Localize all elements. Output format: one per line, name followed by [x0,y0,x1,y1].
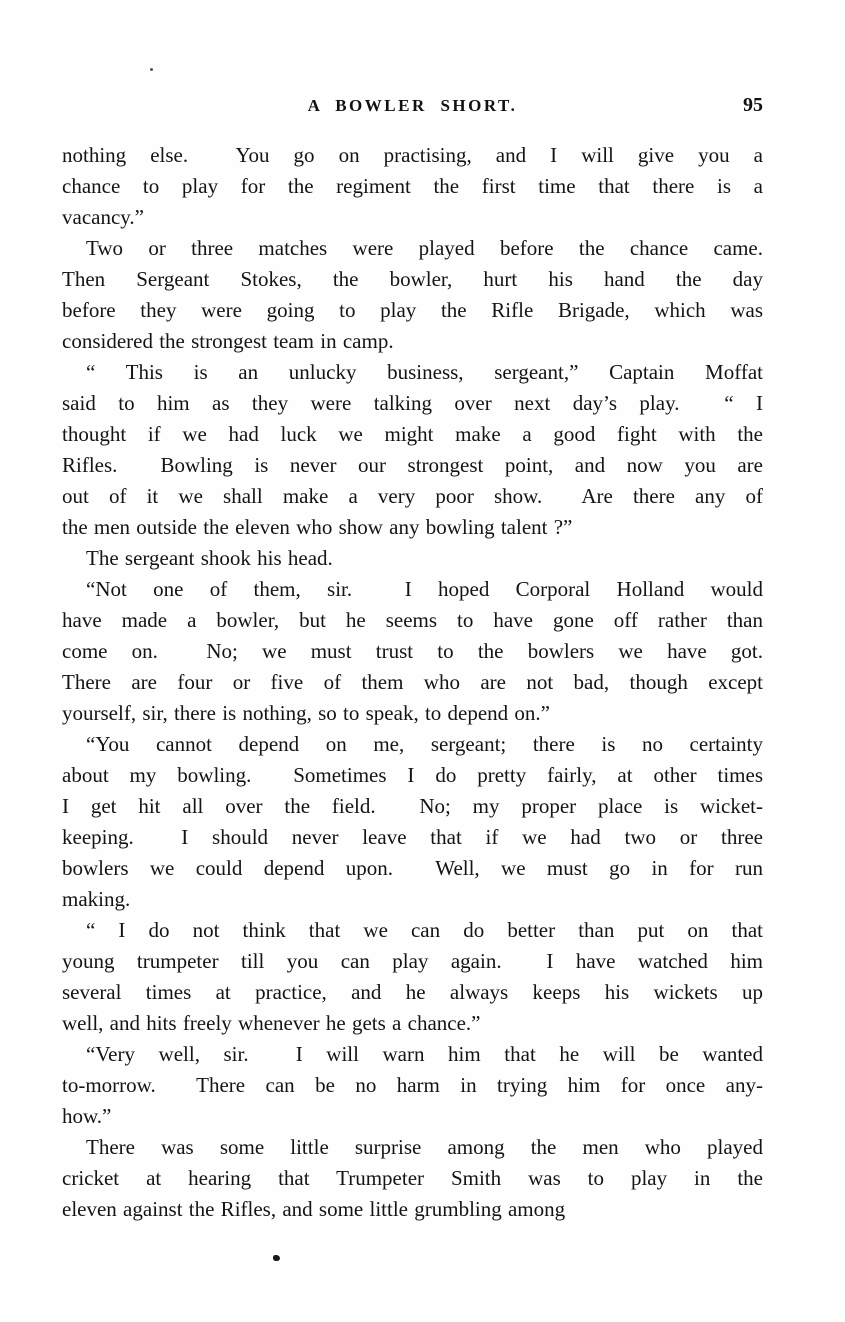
text-line: “ This is an unlucky business, sergeant,” Captain Moffat [86,360,763,384]
paragraph [62,357,763,543]
paragraph [62,1132,763,1225]
text-line: “Not one of them, sir. I hoped Corporal Holland would [86,577,763,601]
paragraph [62,233,763,357]
text-line: several times at practice, and he always keeps his wickets up [62,980,763,1004]
ink-speck [273,1255,280,1261]
text-line: said to him as they were talking over next day’s play. “ I [62,391,763,415]
text-line: young trumpeter till you can play again. I have watched him [62,949,763,973]
text-line: well, and hits freely whenever he gets a chance.” [62,1011,481,1035]
chapter-running-title: A BOWLER SHORT. [307,96,518,115]
text-line: have made a bowler, but he seems to have gone off rather than [62,608,763,632]
text-line: nothing else. You go on practising, and I will give you a [62,143,763,167]
paragraph [62,140,763,233]
text-line: Then Sergeant Stokes, the bowler, hurt his hand the day [62,267,763,291]
paragraph [62,915,763,1039]
text-block [62,140,763,1225]
text-line: There was some little surprise among the men who played [86,1135,763,1159]
text-line: “Very well, sir. I will warn him that he will be wanted [86,1042,763,1066]
paragraph [62,1039,763,1132]
text-line: The sergeant shook his head. [86,546,333,570]
text-line: vacancy.” [62,205,144,229]
text-line: about my bowling. Sometimes I do pretty fairly, at other times [62,763,763,787]
text-line: Two or three matches were played before the chance came. [86,236,763,260]
text-line: chance to play for the regiment the first time that there is a [62,174,763,198]
paragraph [62,543,763,574]
text-line: before they were going to play the Rifle Brigade, which was [62,298,763,322]
text-line: the men outside the eleven who show any bowling talent ?” [62,515,573,539]
text-line: how.” [62,1104,112,1128]
text-line: keeping. I should never leave that if we had two or three [62,825,763,849]
page-number: 95 [743,94,763,116]
text-line: considered the strongest team in camp. [62,329,394,353]
text-line: yourself, sir, there is nothing, so to speak, to depend on.” [62,701,550,725]
text-line: come on. No; we must trust to the bowlers we have got. [62,639,763,663]
text-line: thought if we had luck we might make a good fight with the [62,422,763,446]
text-line: There are four or five of them who are not bad, though except [62,670,763,694]
paragraph [62,574,763,729]
text-line: making. [62,887,131,911]
text-line: cricket at hearing that Trumpeter Smith was to play in the [62,1166,763,1190]
text-line: I get hit all over the field. No; my proper place is wicket- [62,794,763,818]
text-line: “ I do not think that we can do better than put on that [86,918,763,942]
text-line: out of it we shall make a very poor show. Are there any of [62,484,763,508]
text-line: to-morrow. There can be no harm in trying him for once any- [62,1073,763,1097]
text-line: eleven against the Rifles, and some little grumbling among [62,1197,566,1221]
running-header [62,96,763,120]
paragraph [62,729,763,915]
text-line: bowlers we could depend upon. Well, we must go in for run [62,856,763,880]
ink-speck [150,68,153,71]
text-line: Rifles. Bowling is never our strongest point, and now you are [62,453,763,477]
text-line: “You cannot depend on me, sergeant; there is no certainty [86,732,763,756]
